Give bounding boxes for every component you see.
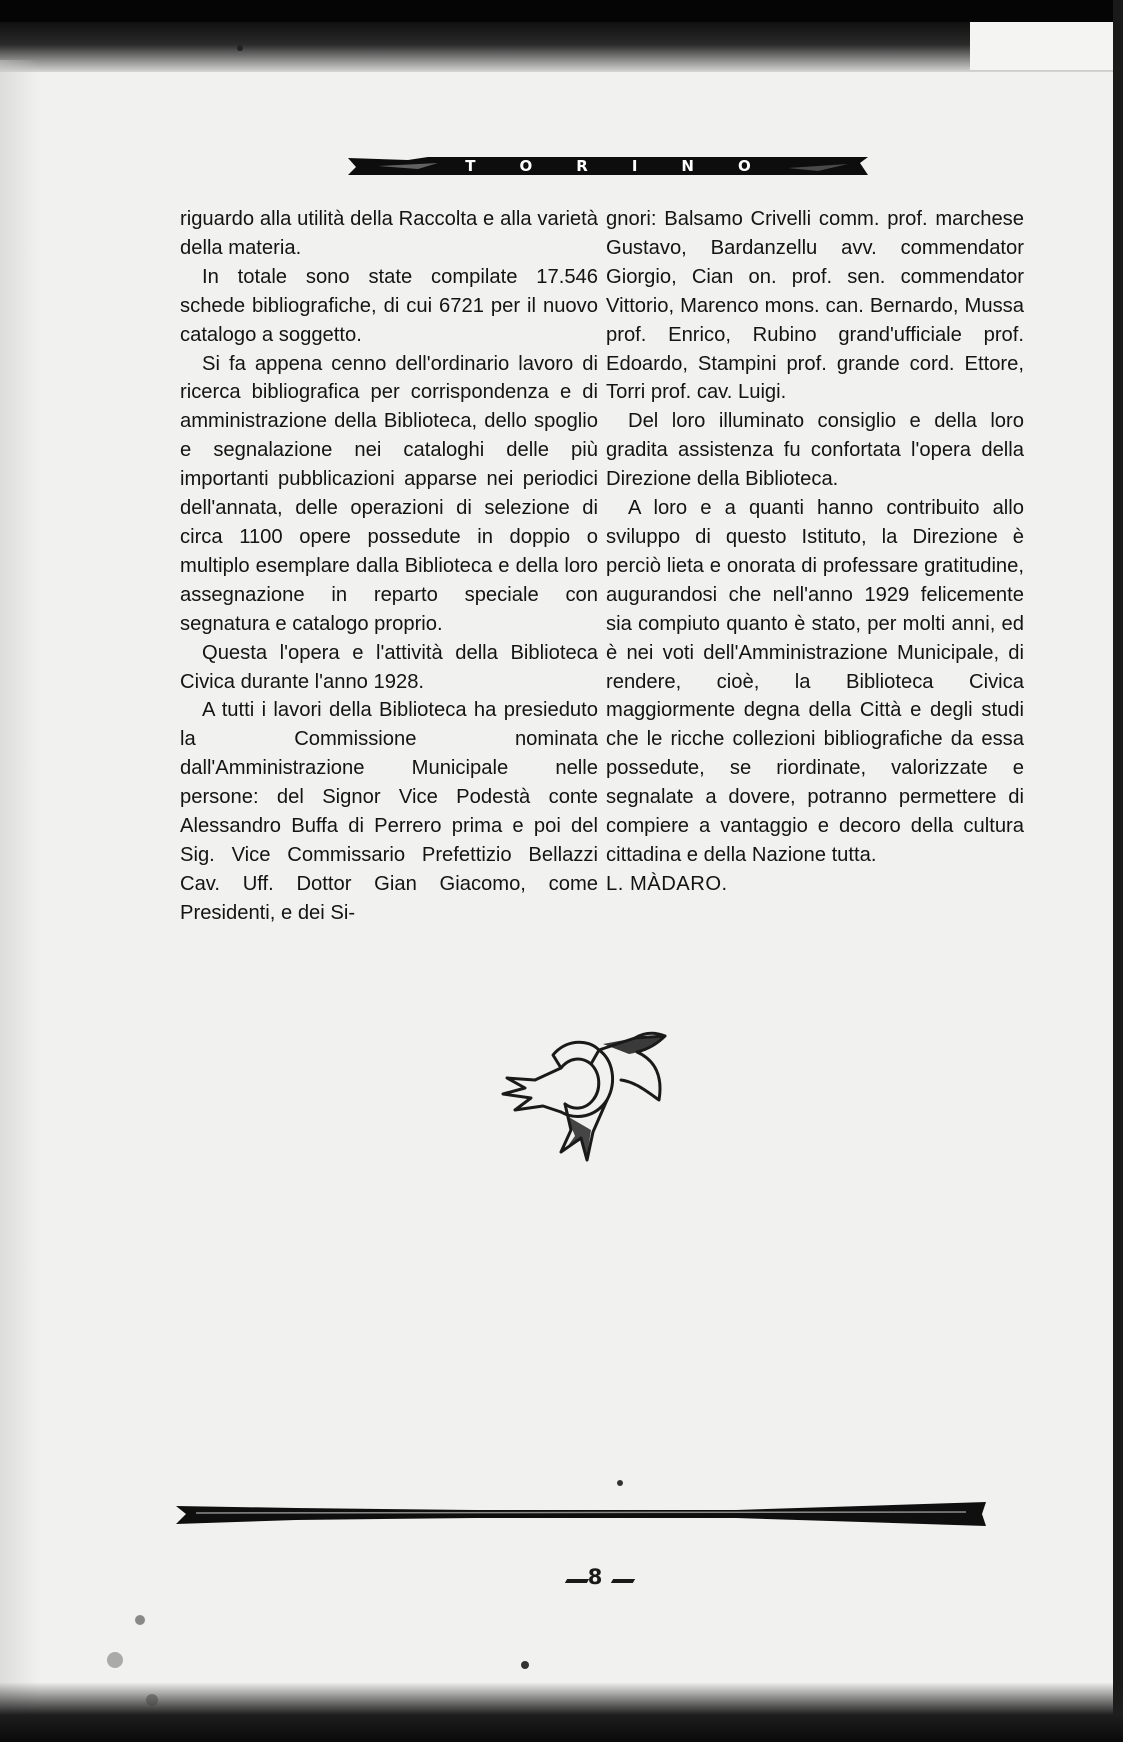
paragraph: Questa l'opera e l'attività della Biblioteca Civica durante l'anno 1928.: [180, 641, 598, 693]
paragraph: In totale sono state compilate 17.546 schede bibliografiche, di cui 6721 per il nuovo catalogo a soggetto.: [180, 265, 598, 346]
header-title: TORINO: [465, 157, 795, 175]
paragraph: A tutti i lavori della Biblioteca ha presieduto la Commissione nominata dall'Amministrazione Municipale nelle persone: del Signor Vice Podestà conte Alessandro Buffa di Perrero prima e poi del Sig. Vice Commissario Prefettizio Bellazzi Cav. Uff. Dottor Gian Giacomo, come Presidenti, e dei Si-: [180, 699, 598, 924]
scan-top-shadow: [0, 22, 1123, 72]
paragraph: riguardo alla utilità della Raccolta e alla varietà della materia.: [180, 208, 598, 259]
page-number-dash-right: [611, 1579, 635, 1583]
paragraph: A loro e a quanti hanno contribuito allo sviluppo di questo Istituto, la Direzione è perciò lieta e onorata di professare gratitudine, augurandosi che nell'anno 1929 felicemente sia compiuto quanto è stato, per molti anni, ed è nei voti dell'Amministrazione Municipale, di rendere, cioè, la Biblioteca Civica maggiormente degna della Città e degli studi che le ricche collezioni bibliografiche da essa possedute, se riordinate, valorizzate e segnalate a dovere, potranno permettere di compiere a vantaggio e decoro della cultura cittadina e della Nazione tutta.: [606, 497, 1024, 866]
paragraph: Si fa appena cenno dell'ordinario lavoro di ricerca bibliografica per corrispondenza e di amministrazione della Biblioteca, dello spoglio e segnalazione nei cataloghi delle più importanti pubblicazioni apparse nei periodici dell'annata, delle operazioni di selezione di circa 1100 opere possedute in doppio o multiplo esemplare dalla Biblioteca e della loro assegnazione in reparto speciale con segnatura e catalogo proprio.: [180, 352, 598, 635]
scan-bottom-dark-band: [0, 1682, 1123, 1742]
scan-right-edge: [1113, 0, 1123, 1742]
author-signature: [606, 870, 1024, 899]
right-column: [606, 205, 1024, 899]
scan-paper-corner: [970, 22, 1123, 70]
left-column: [180, 205, 598, 928]
scan-left-shadow: [0, 60, 40, 1742]
paragraph: Del loro illuminato consiglio e della loro gradita assistenza fu confortata l'opera della Direzione della Biblioteca.: [606, 410, 1024, 491]
ribbon-ornament-icon: [495, 1020, 670, 1170]
footer-rule: [176, 1498, 986, 1530]
page-number: 8: [587, 1565, 603, 1589]
paragraph: gnori: Balsamo Crivelli comm. prof. marchese Gustavo, Bardanzellu avv. commendator Giorgio, Cian on. prof. sen. commendator Vittorio, Marenco mons. can. Bernardo, Mussa prof. Enrico, Rubino grand'ufficiale prof. Edoardo, Stampini prof. grande cord. Ettore, Torri prof. cav. Luigi.: [606, 208, 1024, 404]
signature-text: L. MÀDARO.: [606, 872, 728, 895]
